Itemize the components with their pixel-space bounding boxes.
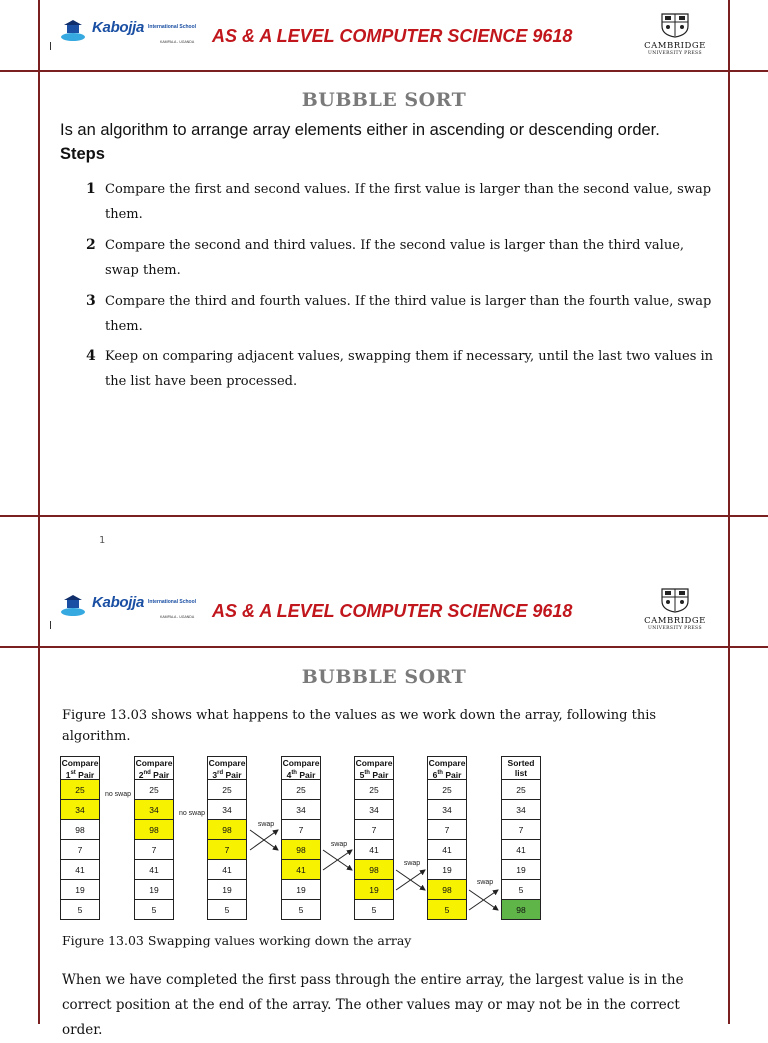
figure-cell: 25	[134, 780, 174, 800]
figure-cell: 25	[354, 780, 394, 800]
figure-cell: 7	[501, 820, 541, 840]
header-tick	[50, 42, 51, 50]
figure-cell: 25	[427, 780, 467, 800]
page2-intro: Figure 13.03 shows what happens to the values as we work down the array, following this algorithm.	[62, 708, 657, 744]
course-title: AS & A LEVEL COMPUTER SCIENCE 9618	[212, 601, 573, 621]
page2-header	[0, 583, 768, 653]
note-pair-5: swap	[403, 860, 421, 867]
school-logo	[52, 16, 202, 50]
figure-cell: 19	[60, 880, 100, 900]
steps-label: Steps	[60, 145, 105, 163]
page1-intro: Is an algorithm to arrange array elements either in ascending or descending order.	[60, 121, 660, 139]
figure-cell: 34	[281, 800, 321, 820]
page1-heading: BUBBLE SORT	[301, 89, 467, 111]
figure-column	[60, 756, 100, 920]
figure-column	[207, 756, 247, 920]
step-4	[86, 344, 716, 394]
step-text: Compare the first and second values. If the first value is larger than the second value, swap them.	[105, 182, 712, 222]
figure-cell: 98	[134, 820, 174, 840]
figure-column-head: Compare 3rd Pair	[208, 758, 246, 780]
figure-cell: 41	[427, 840, 467, 860]
page2-header-rule	[0, 646, 768, 648]
note-pair-2: no swap	[178, 810, 206, 817]
figure-cell: 98	[281, 840, 321, 860]
step-text: Compare the third and fourth values. If the third value is larger than the fourth value, swap them.	[105, 294, 712, 334]
frame-left-line	[38, 0, 40, 1024]
figure-cell: 41	[354, 840, 394, 860]
school-emblem-icon	[60, 593, 86, 617]
cambridge-press: UNIVERSITY PRESS	[648, 51, 702, 56]
figure-cell: 5	[354, 900, 394, 920]
figure-column	[501, 756, 541, 920]
figure-cell: 7	[427, 820, 467, 840]
step-number: 2	[86, 237, 96, 253]
step-number: 1	[86, 181, 96, 197]
logo-subtitle: International School	[148, 24, 197, 30]
cambridge-name: CAMBRIDGE	[644, 41, 706, 51]
school-emblem-icon	[60, 18, 86, 42]
page2-conclusion: When we have completed the first pass through the entire array, the largest value is in the correct position at the end of the array. The other values may or may not be in the correct order.	[62, 972, 684, 1038]
figure-cell: 34	[501, 800, 541, 820]
figure-cell: 34	[354, 800, 394, 820]
figure-column	[427, 756, 467, 920]
figure-column	[354, 756, 394, 920]
figure-cell: 98	[501, 900, 541, 920]
step-text: Keep on comparing adjacent values, swapping them if necessary, until the last two values in the list have been processed.	[105, 349, 714, 389]
figure-column-head: Compare 6th Pair	[428, 758, 466, 780]
figure-cell: 5	[501, 880, 541, 900]
figure-cell: 25	[60, 780, 100, 800]
school-logo	[52, 591, 202, 625]
figure-cell: 19	[281, 880, 321, 900]
frame-right-line	[728, 0, 730, 1024]
figure-cell: 34	[60, 800, 100, 820]
logo-name: Kabojja	[92, 19, 145, 36]
cambridge-logo	[640, 587, 710, 631]
step-number: 3	[86, 293, 96, 309]
figure-cell: 98	[354, 860, 394, 880]
figure-cell: 41	[60, 860, 100, 880]
figure-cell: 5	[427, 900, 467, 920]
figure-cell: 19	[427, 860, 467, 880]
figure-cell: 19	[134, 880, 174, 900]
figure-cell: 7	[207, 840, 247, 860]
figure-cell: 25	[207, 780, 247, 800]
figure-cell: 98	[427, 880, 467, 900]
figure-cell: 5	[281, 900, 321, 920]
header-tick	[50, 621, 51, 629]
note-pair-6: swap	[476, 879, 494, 886]
figure-column-head: Compare 1st Pair	[61, 758, 99, 780]
figure-cell: 34	[427, 800, 467, 820]
figure-cell: 19	[207, 880, 247, 900]
figure-column-head: Sorted list	[501, 756, 541, 780]
figure-column	[281, 756, 321, 920]
cambridge-crest-icon	[660, 587, 690, 613]
figure-cell: 34	[207, 800, 247, 820]
figure-cell: 7	[60, 840, 100, 860]
figure-cell: 41	[501, 840, 541, 860]
page2-heading: BUBBLE SORT	[301, 666, 467, 688]
cambridge-name: CAMBRIDGE	[644, 616, 706, 626]
course-title: AS & A LEVEL COMPUTER SCIENCE 9618	[212, 26, 573, 46]
figure-cell: 19	[354, 880, 394, 900]
step-2	[86, 233, 716, 283]
figure-cell: 7	[281, 820, 321, 840]
figure-cell: 25	[501, 780, 541, 800]
page1-header-rule	[0, 70, 768, 72]
note-pair-4: swap	[330, 841, 348, 848]
figure-column	[134, 756, 174, 920]
note-pair-1: no swap	[104, 791, 132, 798]
figure-caption: Figure 13.03 Swapping values working down the array	[62, 933, 412, 948]
figure-cell: 5	[134, 900, 174, 920]
figure-cell: 5	[207, 900, 247, 920]
figure-column-head: Compare 5th Pair	[355, 758, 393, 780]
figure-cell: 34	[134, 800, 174, 820]
page-divider-rule	[0, 515, 768, 517]
bubble-sort-figure	[60, 756, 560, 921]
page1-header	[0, 0, 768, 70]
figure-cell: 25	[281, 780, 321, 800]
cambridge-crest-icon	[660, 12, 690, 38]
figure-cell: 41	[207, 860, 247, 880]
step-text: Compare the second and third values. If the second value is larger than the third value, swap them.	[105, 238, 685, 278]
logo-subtitle: International School	[148, 599, 197, 605]
figure-column-head: Compare 4th Pair	[282, 758, 320, 780]
cambridge-logo	[640, 12, 710, 56]
step-number: 4	[86, 348, 96, 364]
step-1	[86, 177, 716, 227]
figure-cell: 19	[501, 860, 541, 880]
figure-cell: 41	[281, 860, 321, 880]
step-3	[86, 289, 716, 339]
logo-name: Kabojja	[92, 594, 145, 611]
figure-cell: 7	[134, 840, 174, 860]
logo-location: KAMPALA - UGANDA	[160, 40, 195, 44]
figure-cell: 98	[60, 820, 100, 840]
note-pair-3: swap	[257, 821, 275, 828]
logo-location: KAMPALA - UGANDA	[160, 615, 195, 619]
figure-cell: 41	[134, 860, 174, 880]
page-number: 1	[99, 535, 106, 546]
figure-cell: 5	[60, 900, 100, 920]
figure-column-head: Compare 2nd Pair	[135, 758, 173, 780]
figure-cell: 7	[354, 820, 394, 840]
figure-cell: 98	[207, 820, 247, 840]
cambridge-press: UNIVERSITY PRESS	[648, 626, 702, 631]
